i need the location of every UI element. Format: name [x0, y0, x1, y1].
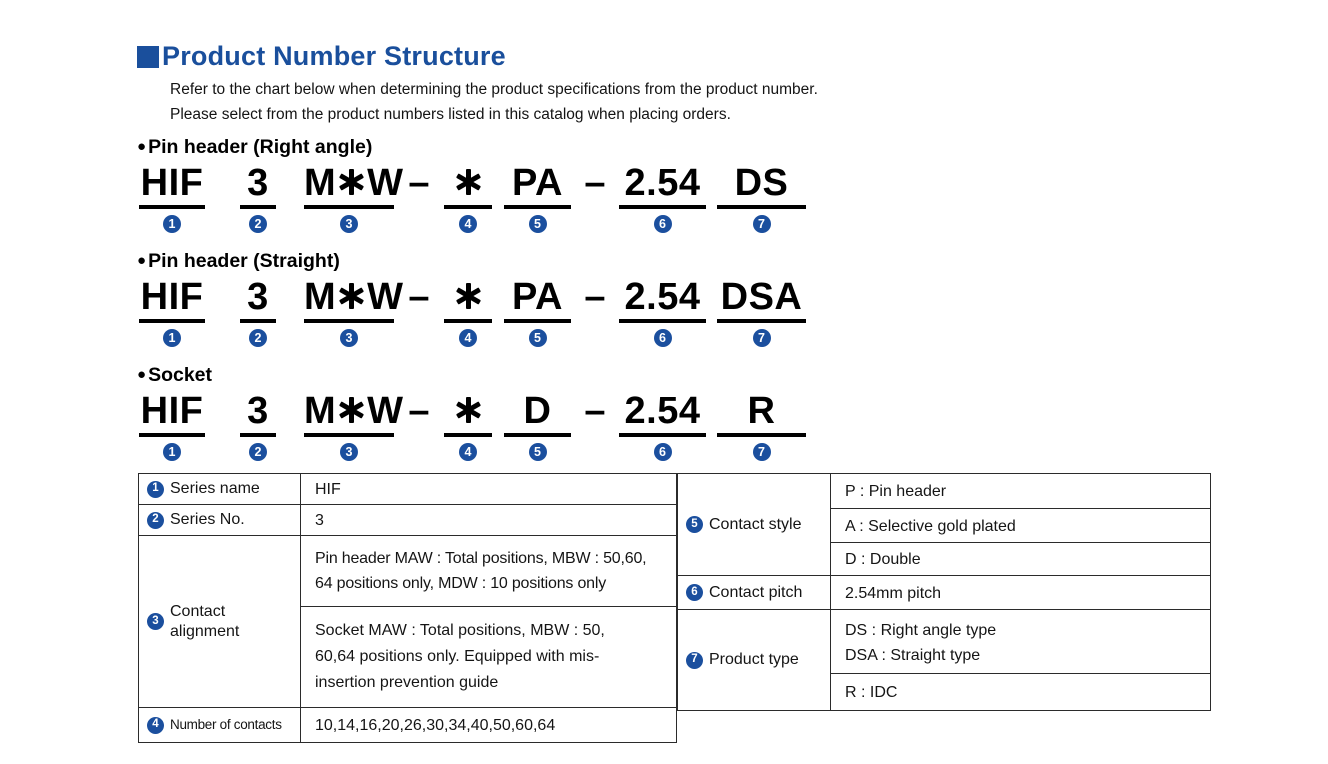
pn-text: 3: [240, 276, 276, 323]
circled-number-badge: 3: [147, 613, 164, 630]
pn-text: HIF: [139, 162, 205, 209]
section-heading: [137, 363, 1227, 387]
title-row: [137, 40, 1227, 72]
circled-number-badge: 5: [529, 329, 547, 347]
pn-text: PA: [504, 276, 571, 323]
pn-text: D: [504, 390, 571, 437]
circled-number-badge: 3: [340, 329, 358, 347]
pn-seg-contact-pitch: [619, 162, 706, 233]
pn-separator-dash: –: [408, 276, 430, 318]
circled-number-badge: 7: [753, 443, 771, 461]
pn-seg-contact-pitch: [619, 276, 706, 347]
intro-line-2: Please select from the product numbers listed in this catalog when placing orders.: [170, 106, 731, 123]
pn-seg-series-name: [139, 390, 205, 461]
pn-seg-contact-style: [504, 276, 571, 347]
asterisk-icon: [339, 397, 364, 423]
value-line: Socket MAW : Total positions, MBW : 50,: [315, 622, 605, 639]
pn-text: DS: [717, 162, 806, 209]
circled-number-badge: 6: [654, 215, 672, 233]
section-heading-label: Pin header (Right angle): [148, 136, 373, 158]
row-label: Product type: [709, 651, 799, 668]
intro-line-1: Refer to the chart below when determining the product specifications from the product number.: [170, 81, 818, 98]
circled-number-badge: 7: [686, 652, 703, 669]
circled-number-badge: 2: [147, 512, 164, 529]
value-cell-pin-header: [301, 536, 677, 607]
pn-seg-number-of-contacts: [444, 162, 492, 233]
pn-text: M W: [304, 162, 394, 209]
circled-number-badge: 6: [654, 443, 672, 461]
pn-text: HIF: [139, 390, 205, 437]
circled-number-badge: 5: [529, 443, 547, 461]
pn-seg-series-no: [240, 390, 276, 461]
value-cell: 10,14,16,20,26,30,34,40,50,60,64: [301, 708, 677, 743]
pn-seg-contact-alignment: [304, 276, 404, 347]
asterisk-icon: [339, 169, 364, 195]
value-cell: A : Selective gold plated: [831, 509, 1211, 543]
pn-separator-dash: –: [584, 162, 606, 204]
circled-number-badge: 1: [163, 329, 181, 347]
spec-tables: [138, 473, 1227, 743]
circled-number-badge: 4: [459, 215, 477, 233]
section-socket: [137, 363, 1227, 461]
circled-number-badge: 2: [249, 329, 267, 347]
product-number-row: [139, 276, 1227, 347]
pn-text: PA: [504, 162, 571, 209]
pn-text: [444, 162, 492, 209]
pn-seg-series-name: [139, 162, 205, 233]
label-cell: [139, 474, 301, 505]
page-title: Product Number Structure: [162, 41, 506, 71]
pn-text: [444, 276, 492, 323]
pn-seg-series-no: [240, 276, 276, 347]
value-cell-ds-dsa: [831, 610, 1211, 674]
pn-seg-product-type: [717, 390, 806, 461]
pn-text: 2.54: [619, 390, 706, 437]
circled-number-badge: 1: [163, 215, 181, 233]
product-number-row: [139, 390, 1227, 461]
section-heading: [137, 249, 1227, 273]
pn-seg-number-of-contacts: [444, 276, 492, 347]
pn-text: M W: [304, 390, 394, 437]
pn-seg-number-of-contacts: [444, 390, 492, 461]
pn-seg-contact-style: [504, 162, 571, 233]
value-line: 60,64 positions only. Equipped with mis-: [315, 648, 600, 665]
spec-table-right: [677, 473, 1211, 711]
section-heading-label: Pin header (Straight): [148, 250, 340, 272]
circled-number-badge: 4: [459, 443, 477, 461]
row-product-type: [678, 610, 1211, 674]
section-pin-header-right-angle: [137, 135, 1227, 233]
value-cell-socket: [301, 607, 677, 708]
circled-number-badge: 1: [163, 443, 181, 461]
value-line: insertion prevention guide: [315, 674, 499, 691]
pn-text: [444, 390, 492, 437]
pn-seg-contact-alignment: [304, 162, 404, 233]
title-square-icon: [137, 46, 159, 68]
circled-number-badge: 6: [686, 584, 703, 601]
pn-seg-product-type: [717, 276, 806, 347]
pn-text: 3: [240, 390, 276, 437]
bullet-icon: ●: [137, 252, 147, 269]
value-line: DS : Right angle type: [845, 621, 997, 639]
label-cell: [678, 576, 831, 610]
value-cell: HIF: [301, 474, 677, 505]
circled-number-badge: 3: [340, 215, 358, 233]
pn-seg-contact-style: [504, 390, 571, 461]
row-label: Series No.: [170, 511, 245, 528]
pn-text: R: [717, 390, 806, 437]
bullet-icon: ●: [137, 366, 147, 383]
pn-text: 3: [240, 162, 276, 209]
row-label: Contact pitch: [709, 583, 803, 601]
row-series-name: [139, 474, 677, 505]
label-cell: [678, 474, 831, 576]
pn-separator-dash: –: [584, 390, 606, 432]
label-cell: [139, 536, 301, 708]
pn-text: DSA: [717, 276, 806, 323]
row-number-of-contacts: [139, 708, 677, 743]
circled-number-badge: 5: [529, 215, 547, 233]
circled-number-badge: 3: [340, 443, 358, 461]
value-cell: 3: [301, 505, 677, 536]
row-label: Series name: [170, 480, 260, 497]
circled-number-badge: 4: [147, 717, 164, 734]
spec-table-left: [138, 473, 677, 743]
value-cell: 2.54mm pitch: [831, 576, 1211, 610]
pn-seg-series-name: [139, 276, 205, 347]
asterisk-icon: [339, 283, 364, 309]
row-contact-style: [678, 474, 1211, 509]
circled-number-badge: 2: [249, 215, 267, 233]
bullet-icon: ●: [137, 138, 147, 155]
row-contact-pitch: [678, 576, 1211, 610]
asterisk-icon: [456, 397, 481, 423]
circled-number-badge: 1: [147, 481, 164, 498]
circled-number-badge: 7: [753, 215, 771, 233]
product-number-row: [139, 162, 1227, 233]
pn-separator-dash: –: [408, 162, 430, 204]
row-series-no: [139, 505, 677, 536]
row-label: Contact style: [709, 515, 802, 533]
section-heading-label: Socket: [148, 364, 213, 386]
value-line: DSA : Straight type: [845, 646, 981, 664]
label-cell: [139, 505, 301, 536]
pn-text: 2.54: [619, 162, 706, 209]
row-contact-alignment: [139, 536, 677, 607]
page-content: [137, 40, 1227, 743]
pn-seg-series-no: [240, 162, 276, 233]
section-heading: [137, 135, 1227, 159]
pn-seg-contact-pitch: [619, 390, 706, 461]
pn-text: HIF: [139, 276, 205, 323]
pn-seg-contact-alignment: [304, 390, 404, 461]
pn-separator-dash: –: [408, 390, 430, 432]
intro-text: [170, 77, 1227, 127]
pn-separator-dash: –: [584, 276, 606, 318]
section-pin-header-straight: [137, 249, 1227, 347]
value-cell: P : Pin header: [831, 474, 1211, 509]
value-line: Pin header MAW : Total positions, MBW : 50,60,: [315, 550, 647, 567]
pn-text: M W: [304, 276, 394, 323]
value-cell: R : IDC: [831, 674, 1211, 711]
label-cell: [139, 708, 301, 743]
circled-number-badge: 2: [249, 443, 267, 461]
asterisk-icon: [456, 169, 481, 195]
row-label: Number of contacts: [170, 717, 282, 732]
circled-number-badge: 5: [686, 516, 703, 533]
pn-text: 2.54: [619, 276, 706, 323]
circled-number-badge: 7: [753, 329, 771, 347]
asterisk-icon: [456, 283, 481, 309]
circled-number-badge: 4: [459, 329, 477, 347]
value-line: 64 positions only, MDW : 10 positions only: [315, 575, 606, 592]
value-cell: D : Double: [831, 543, 1211, 576]
circled-number-badge: 6: [654, 329, 672, 347]
row-label: Contact alignment: [170, 602, 240, 640]
label-cell: [678, 610, 831, 711]
pn-seg-product-type: [717, 162, 806, 233]
